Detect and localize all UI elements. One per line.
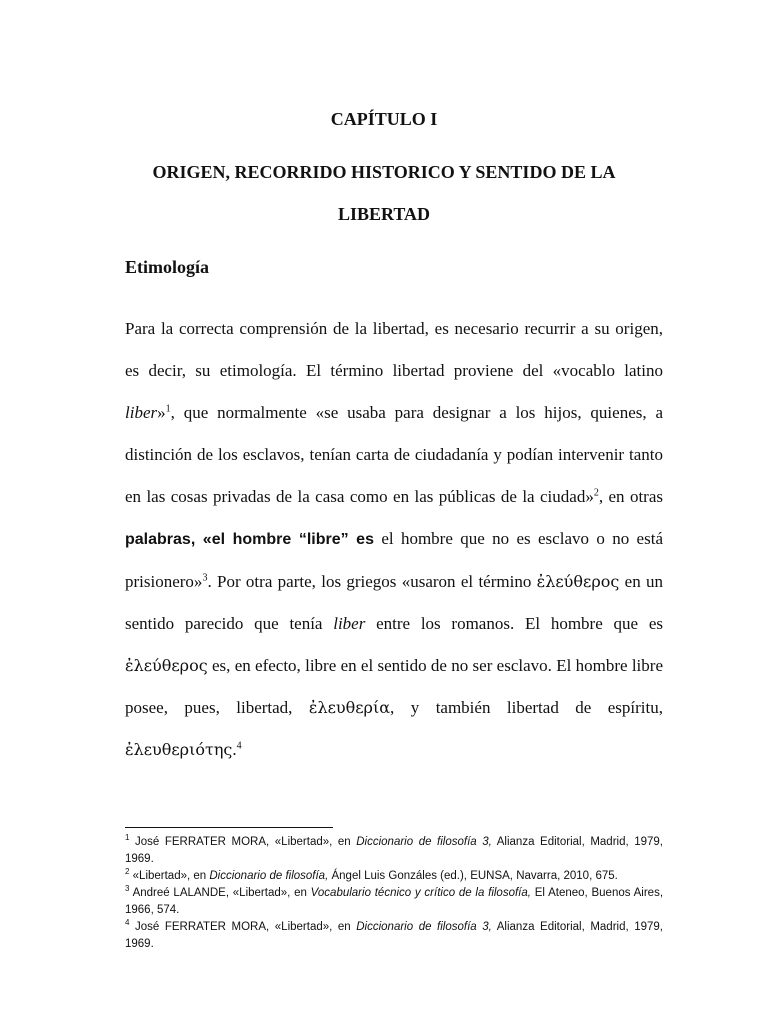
footnote-work-title: Diccionario de filosofía 3, <box>356 921 492 933</box>
footnote-4 <box>125 919 663 953</box>
paragraph <box>125 308 663 771</box>
footnote-ref-4[interactable]: 4 <box>236 740 242 752</box>
footnote-text: «Libertad», en <box>129 870 210 882</box>
text-run: el hombre que no es esclavo o no está prisionero» <box>125 529 663 591</box>
italic-term: liber <box>125 403 158 422</box>
footnote-2 <box>125 868 663 885</box>
bold-phrase: palabras, «el hombre “libre” es <box>125 531 374 548</box>
footnote-number: 1 <box>125 833 130 843</box>
footnote-text: Alianza Editorial, Madrid, 1979, 1969. <box>125 836 664 865</box>
text-run: Para la correcta comprensión de la libertad, es necesario recurrir a su origen, es decir, su etimología. El término libertad proviene del «vocablo latino <box>125 319 663 380</box>
footnote-ref-1[interactable]: 1 <box>165 403 171 415</box>
body-paragraph <box>125 308 663 771</box>
footnote-1 <box>125 834 663 868</box>
text-run: entre los romanos. El hombre que es <box>365 614 663 633</box>
footnote-text: José FERRATER MORA, «Libertad», en <box>129 836 357 848</box>
text-run: » <box>157 403 166 422</box>
footnote-text: Alianza Editorial, Madrid, 1979, 1969. <box>125 921 664 950</box>
footnote-divider <box>125 827 333 828</box>
text-run: . Por otra parte, los griegos «usaron el término <box>207 572 537 591</box>
footnote-text: Ángel Luis Gonzáles (ed.), EUNSA, Navarra, 2010, 675. <box>328 870 618 882</box>
text-run: en un sentido parecido que tenía <box>125 572 664 633</box>
text-run: , en otras <box>598 487 664 506</box>
footnote-number: 3 <box>125 884 130 894</box>
italic-term: liber <box>333 614 366 633</box>
chapter-title-line-2: LIBERTAD <box>337 204 431 224</box>
footnote-ref-2[interactable]: 2 <box>593 487 599 499</box>
footnote-work-title: Diccionario de filosofía 3, <box>356 836 492 848</box>
text-run: , que normalmente «se usaba para designar a los hijos, quienes, a distinción de los esclavos, tenían carta de ciudadanía y podían intervenir tanto en las cosas privadas de la casa como en las públicas de la ciudad» <box>125 403 663 506</box>
footnote-number: 2 <box>125 867 130 877</box>
footnote-number: 4 <box>125 918 130 928</box>
chapter-heading: CAPÍTULO I <box>330 109 438 129</box>
footnote-ref-3[interactable]: 3 <box>202 572 208 584</box>
footnote-text: El Ateneo, Buenos Aires, 1966, 574. <box>125 887 664 916</box>
text-run: es, en efecto, libre en el sentido de no ser esclavo. El hombre libre posee, pues, libertad, <box>125 656 663 717</box>
greek-term: ἐλευθεριότης <box>125 740 233 759</box>
text-run: . <box>232 740 237 759</box>
text-run: , y también libertad de espíritu, <box>390 698 664 717</box>
footnotes <box>125 834 663 953</box>
greek-term: ἐλεύθερος <box>536 572 620 591</box>
footnote-text: Andreé LALANDE, «Libertad», en <box>129 887 311 899</box>
chapter-title-line-1: ORIGEN, RECORRIDO HISTORICO Y SENTIDO DE LA <box>152 162 616 182</box>
footnote-text: José FERRATER MORA, «Libertad», en <box>129 921 357 933</box>
footnote-work-title: Diccionario de filosofía, <box>209 870 329 882</box>
section-heading: Etimología <box>125 257 209 277</box>
footnote-3 <box>125 885 663 919</box>
footnote-work-title: Vocabulario técnico y crítico de la filosofía, <box>310 887 531 899</box>
greek-term: ἐλευθερία <box>308 698 391 717</box>
greek-term: ἐλεύθερος <box>125 656 208 675</box>
